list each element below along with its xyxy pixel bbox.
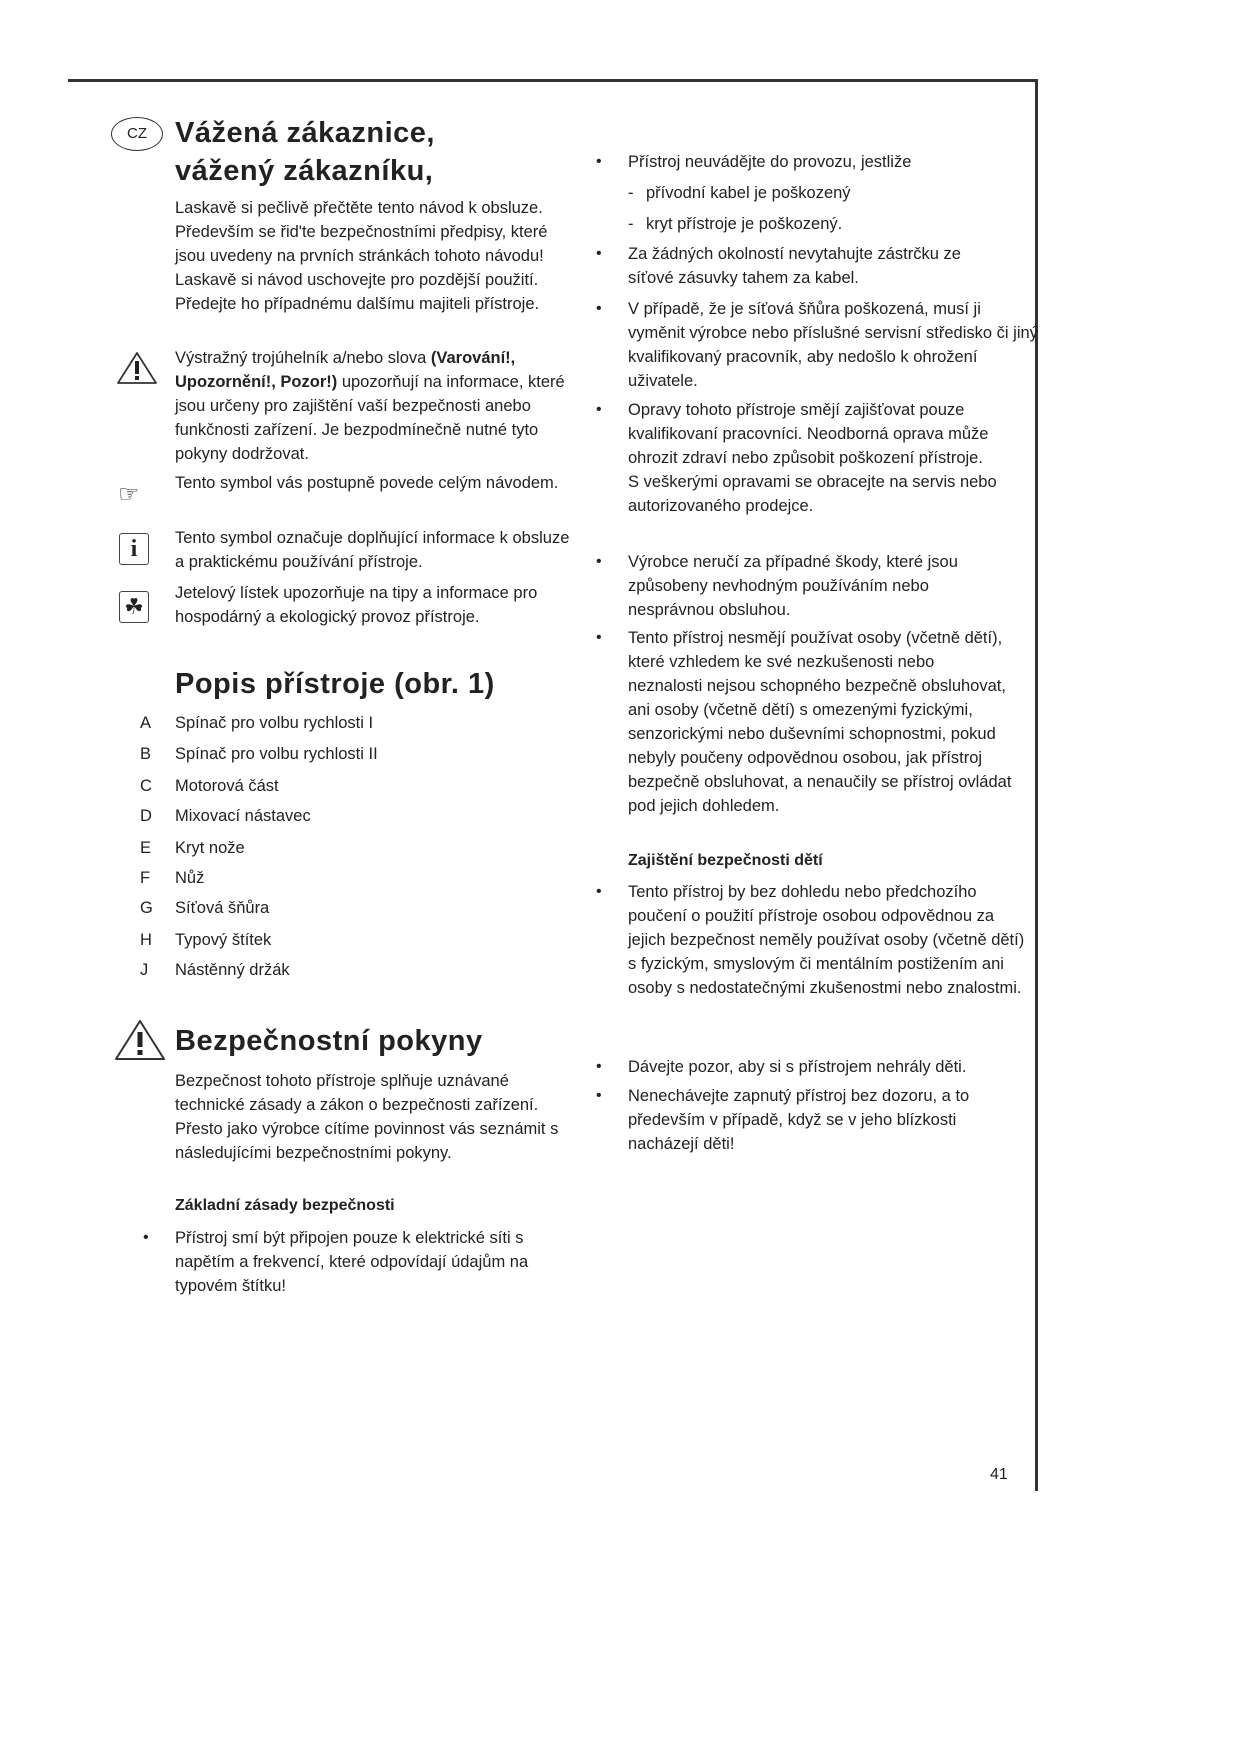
safety-bullet: • Opravy tohoto přístroje smějí zajišťovat pouze kvalifikovaní pracovníci. Neodborná oprava může ohrozit zdraví nebo způsobit poškození přístroje. S veškerými opravami se obracejte na servis nebo autorizovaného prodejce. <box>596 401 997 515</box>
list-item: J Nástěnný držák <box>140 961 290 979</box>
safety-bullet: • Za žádných okolností nevytahujte zástrčku ze síťové zásuvky tahem za kabel. <box>596 245 961 287</box>
description-title: Popis přístroje (obr. 1) <box>175 668 495 700</box>
safety-bullet: • Přístroj smí být připojen pouze k elektrické síti s napětím a frekvencí, které odpovídají údajům na typovém štítku! <box>143 1229 529 1295</box>
frame-top-rule <box>68 79 1038 82</box>
list-item: A Spínač pro volbu rychlosti I <box>140 714 374 732</box>
safety-title: Bezpečnostní pokyny <box>175 1025 483 1057</box>
pointing-hand-icon: ☞ <box>118 481 140 508</box>
safety-bullet: • Nenechávejte zapnutý přístroj bez dozoru, a to především v případě, když se v jeho blízkosti nacházejí děti! <box>596 1087 970 1153</box>
list-item: G Síťová šňůra <box>140 899 270 917</box>
safety-bullet: • Tento přístroj by bez dohledu nebo předchozího poučení o použití přístroje osobou odpovědnou za jejich bezpečnost neměly používat osoby (včetně dětí) s fyzickým, smyslovým či mentálním postižením ani osoby s nedostatečnými zkušenostmi nebo znalostmi. <box>596 883 1025 997</box>
list-item: E Kryt nože <box>140 839 245 857</box>
safety-intro: Bezpečnost tohoto přístroje splňuje uznávané technické zásady a zákon o bezpečnosti zařízení. Přesto jako výrobce cítíme povinnost vás seznámit s následujícími bezpečnostními pokyny. <box>175 1072 559 1162</box>
safety-bullet: • V případě, že je síťová šňůra poškozená, musí ji vyměnit výrobce nebo příslušné servisní středisko či jiný kvalifikovaný pracovník, aby nedošlo k ohrožení uživatele. <box>596 300 1038 390</box>
hand-symbol-text: Tento symbol vás postupně povede celým návodem. <box>175 474 559 492</box>
safety-bullet: • Tento přístroj nesmějí používat osoby (včetně dětí), které vzhledem ke své nezkušenosti nebo neznalosti nejsou schopného bezpečně obsluhovat, ani osoby (včetně dětí) s omezenými fyzickými, senzorickými nebo duševními schopnostmi, pokud nebyly poučeny odpovědnou osobou, jak přístroj bezpečně obsluhovat, a nenaučily se přístroj ovládat pod jejich dohledem. <box>596 629 1012 815</box>
safety-bullet: • Přístroj neuvádějte do provozu, jestliže <box>596 153 912 171</box>
basic-safety-subheading: Základní zásady bezpečnosti <box>175 1197 395 1214</box>
list-item: F Nůž <box>140 869 205 887</box>
warning-triangle-icon <box>113 1018 167 1062</box>
greeting-title: Vážená zákaznice, vážený zákazníku, <box>175 117 435 187</box>
list-item: C Motorová část <box>140 777 279 795</box>
list-item: H Typový štítek <box>140 931 272 949</box>
page-number: 41 <box>990 1466 1008 1483</box>
dash-item: - kryt přístroje je poškozený. <box>628 215 843 233</box>
info-symbol-text: Tento symbol označuje doplňující informace k obsluze a praktickému používání přístroje. <box>175 529 570 571</box>
info-icon: i <box>119 533 149 565</box>
intro-paragraph: Laskavě si pečlivě přečtěte tento návod k obsluze. Především se řid'te bezpečnostními předpisy, které jsou uvedeny na prvních stránkách tohoto návodu! Laskavě si návod uschovejte pro pozdější použití. Předejte ho případnému dalšímu majiteli přístroje. <box>175 199 548 313</box>
list-item: B Spínač pro volbu rychlosti II <box>140 745 378 763</box>
safety-bullet: • Výrobce neručí za případné škody, které jsou způsobeny nevhodným používáním nebo nesprávnou obsluhou. <box>596 553 958 619</box>
frame-right-rule <box>1035 79 1038 1491</box>
warning-symbol-text: Výstražný trojúhelník a/nebo slova (Varování!, Upozornění!, Pozor!) upozorňují na informace, které jsou určeny pro zajištění vaší bezpečnosti anebo funkčnosti zařízení. Je bezpodmínečně nutné tyto pokyny dodržovat. <box>175 349 565 463</box>
clover-symbol-text: Jetelový lístek upozorňuje na tipy a informace pro hospodárný a ekologický provoz přístroje. <box>175 584 538 626</box>
dash-item: - přívodní kabel je poškozený <box>628 184 851 202</box>
warning-triangle-icon <box>115 350 159 386</box>
safety-bullet: • Dávejte pozor, aby si s přístrojem nehrály děti. <box>596 1058 967 1076</box>
list-item: D Mixovací nástavec <box>140 807 311 825</box>
children-safety-subheading: Zajištění bezpečnosti dětí <box>628 852 823 869</box>
clover-icon: ☘ <box>119 591 149 623</box>
language-badge: CZ <box>111 117 163 151</box>
